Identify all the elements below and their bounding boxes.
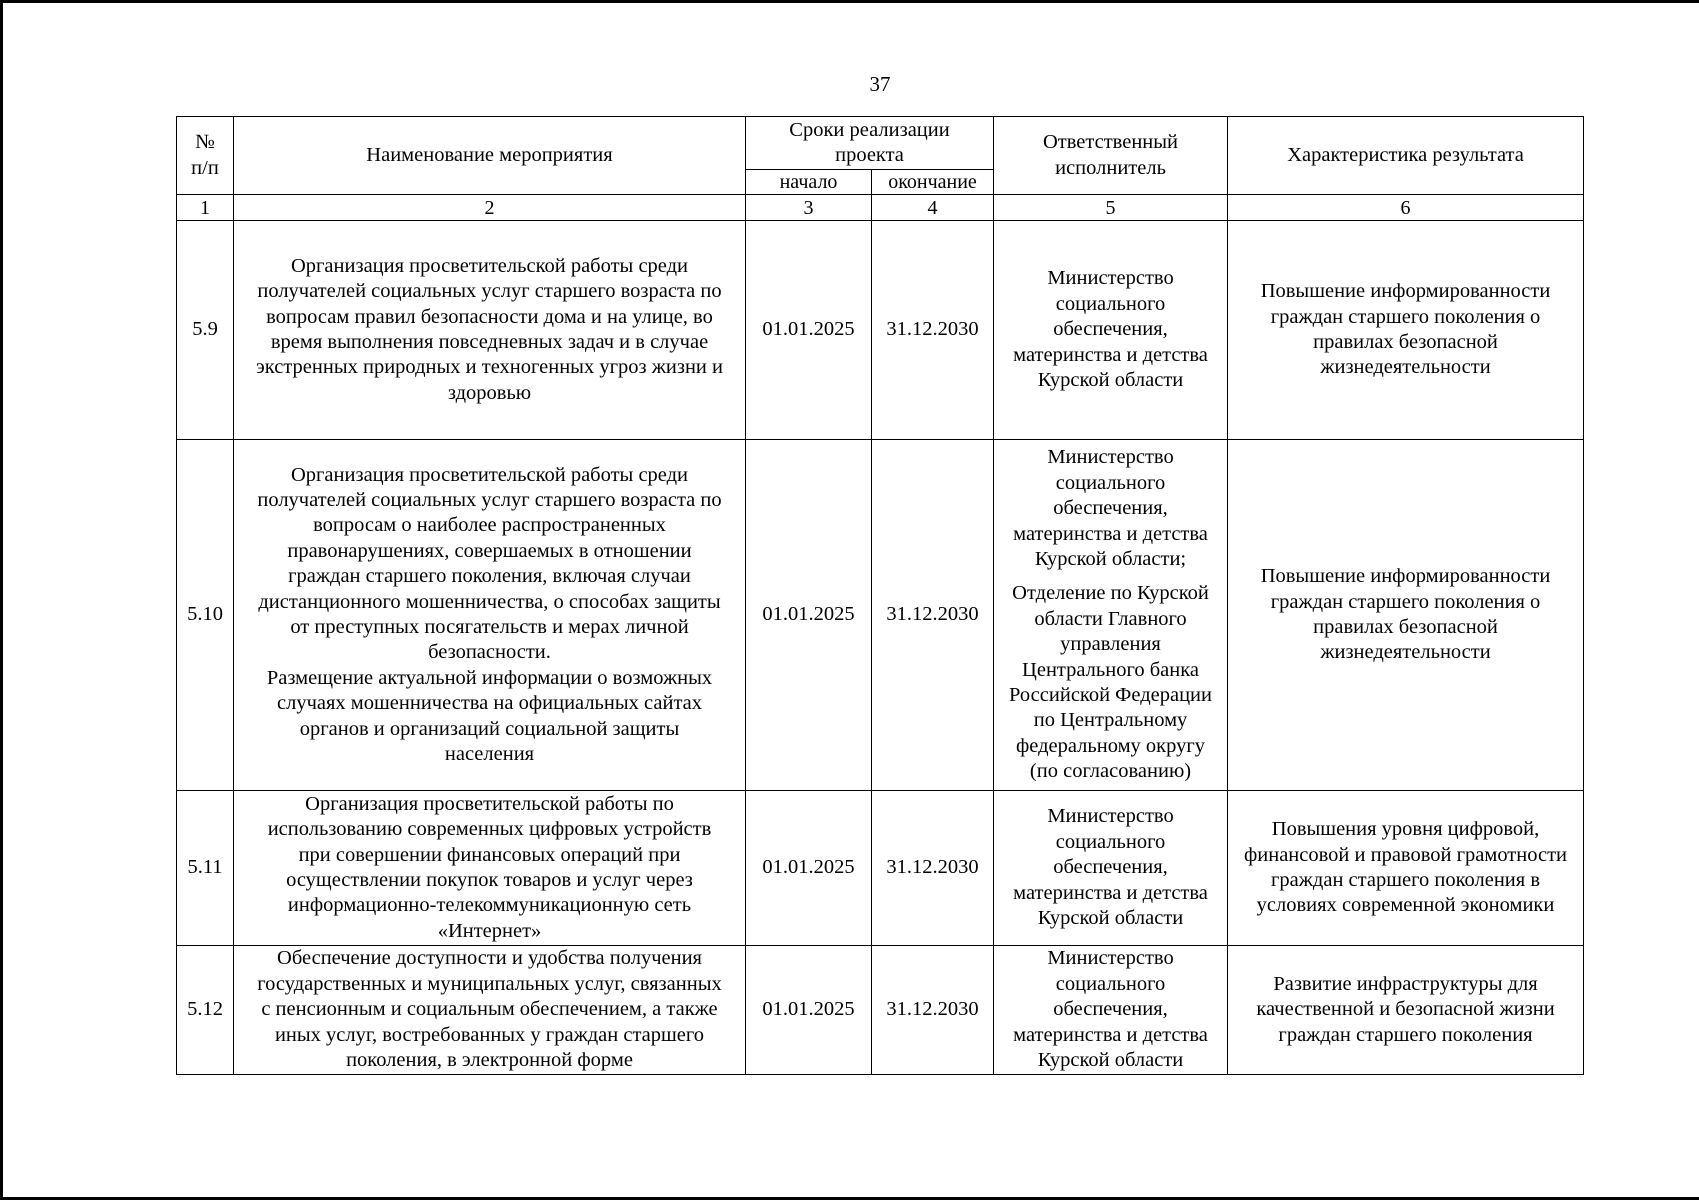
- text-line: правонарушениях, совершаемых в отношении: [287, 539, 692, 562]
- text-line: информационно-телекоммуникационную сеть: [287, 894, 692, 917]
- text-line: «Интернет»: [437, 919, 542, 942]
- text-line: обеспечения,: [1053, 856, 1168, 879]
- text-line: Курской области;: [1034, 547, 1187, 570]
- text-line: условиях современной экономики: [1256, 894, 1555, 917]
- text-line: Развитие инфраструктуры для: [1273, 972, 1538, 995]
- text-line: Курской области: [1037, 907, 1184, 930]
- text-line: Российской Федерации: [1009, 684, 1212, 707]
- text-line: обеспечения,: [1053, 497, 1168, 520]
- start-date: 01.01.2025: [746, 221, 872, 440]
- executor-part: [995, 946, 1226, 1073]
- text-line: граждан старшего поколения о: [1270, 305, 1541, 328]
- text-line: граждан старшего поколения: [1278, 1023, 1533, 1046]
- text-line: качественной и безопасной жизни: [1256, 998, 1555, 1021]
- header-executor: [994, 117, 1228, 195]
- result-description: [1228, 440, 1584, 791]
- activities-table: [176, 116, 1584, 1075]
- text-line: при совершении финансовых операций при: [298, 843, 681, 866]
- end-date: 31.12.2030: [872, 946, 994, 1075]
- text-line: финансовой и правовой грамотности: [1243, 843, 1568, 866]
- row-number: 5.9: [177, 221, 234, 440]
- start-date: 01.01.2025: [746, 440, 872, 791]
- text-line: получателей социальных услуг старшего возраста по: [257, 488, 722, 511]
- column-number: 4: [872, 195, 994, 221]
- text-line: исполнитель: [1055, 156, 1166, 179]
- responsible-executor: [994, 791, 1228, 946]
- text-line: обеспечения,: [1053, 318, 1168, 341]
- text-line: №: [195, 131, 215, 154]
- text-line: Обеспечение доступности и удобства получения: [277, 947, 702, 970]
- header-num: [177, 117, 234, 195]
- text-line: жизнедеятельности: [1320, 641, 1491, 664]
- text-line: Министерство: [1047, 947, 1174, 970]
- text-line: граждан старшего поколения о: [1270, 590, 1541, 613]
- text-line: Курской области: [1037, 1049, 1184, 1072]
- column-numbers-row: [177, 195, 1584, 221]
- text-line: с пенсионным и социальным обеспечением, а также: [261, 998, 718, 1021]
- activity-name: [234, 440, 746, 791]
- table-row: [177, 946, 1584, 1075]
- executor-part: [995, 804, 1226, 931]
- column-number: 1: [177, 195, 234, 221]
- header-result: [1228, 117, 1584, 195]
- page-number: 37: [869, 72, 891, 96]
- text-line: материнства и детства: [1013, 343, 1208, 366]
- text-line: Организация просветительской работы среди: [290, 463, 689, 486]
- text-line: граждан старшего поколения в: [1271, 869, 1540, 891]
- executor-part: [995, 266, 1226, 393]
- text-line: социального: [1055, 972, 1166, 995]
- table-row: [177, 440, 1584, 791]
- result-description: [1228, 791, 1584, 946]
- text-line: обеспечения,: [1053, 998, 1168, 1021]
- executor-part: [995, 581, 1226, 784]
- responsible-executor: [994, 221, 1228, 440]
- column-number: 6: [1228, 195, 1584, 221]
- text-line: Организация просветительской работы среди: [290, 254, 689, 277]
- header-terms: [746, 117, 994, 170]
- responsible-executor: [994, 440, 1228, 791]
- scan-border-left: [0, 0, 3, 1200]
- text-line: Министерство: [1047, 805, 1174, 828]
- text-line: органов и организаций социальной защиты: [299, 717, 680, 740]
- text-line: Повышения уровня цифровой,: [1271, 818, 1540, 841]
- text-line: (по согласованию): [1029, 760, 1192, 783]
- row-number: 5.10: [177, 440, 234, 791]
- text-line: здоровью: [447, 381, 532, 404]
- text-line: п/п: [191, 156, 219, 179]
- table-row: [177, 791, 1584, 946]
- text-line: Сроки реализации: [789, 118, 950, 141]
- text-line: государственных и муниципальных услуг, связанных: [257, 972, 722, 995]
- text-line: Наименование мероприятия: [366, 143, 613, 166]
- end-date: 31.12.2030: [872, 440, 994, 791]
- text-line: материнства и детства: [1013, 522, 1208, 545]
- text-line: материнства и детства: [1013, 881, 1208, 904]
- column-number: 3: [746, 195, 872, 221]
- text-line: социального: [1055, 471, 1166, 494]
- header-end: окончание: [872, 170, 994, 195]
- scan-border-top: [0, 0, 1699, 3]
- row-number: 5.12: [177, 946, 234, 1075]
- row-number: 5.11: [177, 791, 234, 946]
- text-line: Организация просветительской работы по: [305, 792, 674, 815]
- executor-part: [995, 445, 1226, 572]
- text-line: осуществлении покупок товаров и услуг через: [286, 869, 693, 891]
- header-row: [177, 117, 1584, 170]
- column-number: 2: [234, 195, 746, 221]
- text-line: правилах безопасной: [1313, 616, 1498, 638]
- text-line: случаях мошенничества на официальных сайтах: [276, 692, 702, 715]
- activity-name: [234, 791, 746, 946]
- text-line: проекта: [835, 144, 904, 166]
- text-line: области Главного: [1034, 607, 1187, 630]
- result-description: [1228, 221, 1584, 440]
- text-line: социального: [1055, 830, 1166, 853]
- text-line: от преступных посягательств и мерах личной: [290, 616, 689, 638]
- table-row: [177, 221, 1584, 440]
- start-date: 01.01.2025: [746, 946, 872, 1075]
- text-line: Курской области: [1037, 369, 1184, 392]
- text-line: правилах безопасной: [1313, 331, 1498, 353]
- text-line: экстренных природных и техногенных угроз жизни и: [256, 356, 723, 379]
- text-line: жизнедеятельности: [1320, 356, 1491, 379]
- activity-name: [234, 946, 746, 1075]
- text-line: социального: [1055, 292, 1166, 315]
- end-date: 31.12.2030: [872, 791, 994, 946]
- text-line: Ответственный: [1042, 131, 1179, 154]
- text-line: по Центральному: [1033, 709, 1188, 732]
- text-line: вопросам правил безопасности дома и на улице, во: [266, 305, 713, 328]
- end-date: 31.12.2030: [872, 221, 994, 440]
- text-line: Отделение по Курской: [1012, 582, 1209, 605]
- header-name: [234, 117, 746, 195]
- text-line: федеральному округу: [1016, 734, 1206, 757]
- text-line: поколения, в электронной форме: [346, 1049, 633, 1072]
- text-line: Министерство: [1047, 446, 1174, 469]
- text-line: управления: [1060, 633, 1161, 656]
- header-start: начало: [746, 170, 872, 195]
- text-line: время выполнения повседневных задач и в случае: [270, 331, 709, 353]
- text-line: граждан старшего поколения, включая случаи: [288, 565, 691, 588]
- text-line: получателей социальных услуг старшего возраста по: [257, 280, 722, 303]
- text-line: иных услуг, востребованных у граждан старшего: [274, 1023, 705, 1046]
- text-line: населения: [444, 743, 535, 766]
- text-line: Размещение актуальной информации о возможных: [266, 666, 713, 689]
- text-line: дистанционного мошенничества, о способах защиты: [258, 590, 721, 613]
- text-line: Центрального банка: [1022, 658, 1199, 681]
- text-line: безопасности.: [428, 641, 551, 664]
- start-date: 01.01.2025: [746, 791, 872, 946]
- text-line: Характеристика результата: [1287, 143, 1524, 166]
- text-line: материнства и детства: [1013, 1023, 1208, 1046]
- result-description: [1228, 946, 1584, 1075]
- text-line: Министерство: [1047, 267, 1174, 290]
- activity-name: [234, 221, 746, 440]
- text-line: Повышение информированности: [1260, 280, 1551, 303]
- column-number: 5: [994, 195, 1228, 221]
- text-line: вопросам о наиболее распространенных: [313, 514, 666, 537]
- text-line: использованию современных цифровых устройств: [267, 818, 712, 841]
- text-line: Повышение информированности: [1260, 565, 1551, 588]
- responsible-executor: [994, 946, 1228, 1075]
